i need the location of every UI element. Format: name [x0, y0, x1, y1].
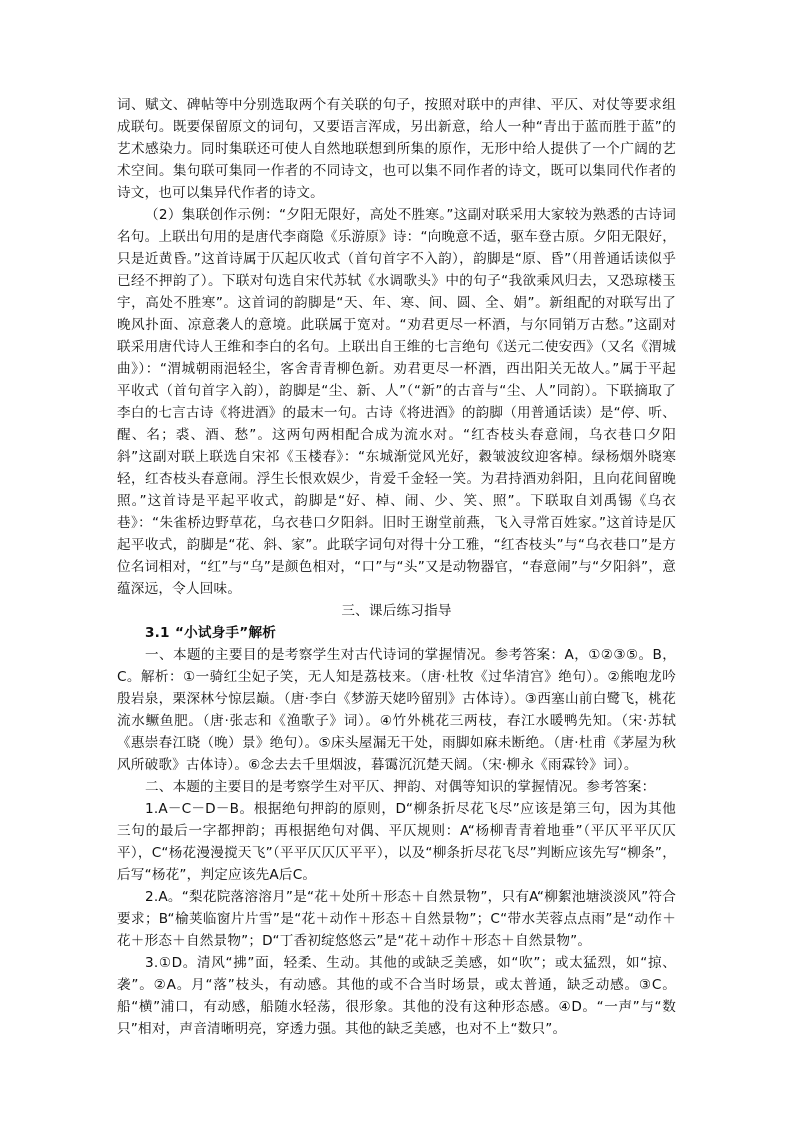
paragraph-answer-2-3: 3.①D。清风“拂”面，轻柔、生动。其他的或缺乏美感，如“吹”；或太猛烈，如“掠、袭”。②A。月“落”枝头，有动感。其他的或不合当时场景，或太普通，缺乏动感。③C。船“横”浦口，有动感，船随水轻荡，很形象。其他的没有这种形态感。④D。“一声”与“数只”相对，声音清晰明亮，穿透力强。其他的缺乏美感，也对不上“数只”。 [117, 955, 676, 1037]
paragraph-answer-2-2: 2.A。“梨花院落溶溶月”是“花＋处所＋形态＋自然景物”，只有A“柳絮池塘淡淡风”符合要求；B“榆荚临窗片片雪”是“花＋动作＋形态＋自然景物”；C“带水芙蓉点点雨”是“动作＋花＋形态＋自然景物”；D“丁香初绽悠悠云”是“花＋动作＋形态＋自然景物”。 [117, 889, 676, 949]
paragraph-answer-2-1: 1.A－C－D－B。根据绝句押韵的原则，D“柳条折尽花飞尽”应该是第三句，因为其他三句的最后一字都押韵；再根据绝句对偶、平仄规则：A“杨柳青青着地垂”（平仄平平仄仄平），C“杨花漫漫搅天飞”（平平仄仄仄平平），以及“柳条折尽花飞尽”判断应该先写“柳条”，后写“杨花”，判定应该先A后C。 [117, 801, 676, 883]
subsection-number: 3.1 [145, 625, 170, 641]
paragraph-intro: 词、赋文、碑帖等中分别选取两个有关联的句子，按照对联中的声律、平仄、对仗等要求组成联句。既要保留原文的词句，又要语言浑成，另出新意，给人一种“青出于蓝而胜于蓝”的艺术感染力。同时集联还可使人自然地联想到所集的原作，无形中给人提供了一个广阔的艺术空间。集句联可集同一作者的不同诗文，也可以集不同作者的诗文，既可以集同代作者的诗文，也可以集异代作者的诗文。 [117, 97, 676, 201]
paragraph-answer-2: 二、本题的主要目的是考察学生对平仄、押韵、对偶等知识的掌握情况。参考答案： [145, 779, 656, 795]
section-heading: 三、课后练习指导 [341, 603, 452, 619]
subsection-heading [117, 622, 676, 644]
paragraph-answer-1: 一、本题的主要目的是考察学生对古代诗词的掌握情况。参考答案：A，①②③⑤。B，C。解析：①一骑红尘妃子笑，无人知是荔枝来。（唐·杜牧《过华清宫》绝句）。②熊咆龙吟殷岩泉，栗深林兮惊层巅。（唐·李白《梦游天姥吟留别》古体诗）。③西塞山前白鹭飞，桃花流水鳜鱼肥。（唐·张志和《渔歌子》词）。④竹外桃花三两枝，春江水暖鸭先知。（宋·苏轼《惠崇春江晓（晚）景》绝句）。⑤床头屋漏无干处，雨脚如麻未断绝。（唐·杜甫《茅屋为秋风所破歌》古体诗）。⑥念去去千里烟波，暮霭沉沉楚天阔。（宋·柳永《雨霖铃》词）。 [117, 647, 676, 773]
paragraph-example: （2）集联创作示例：“夕阳无限好，高处不胜寒。”这副对联采用大家较为熟悉的古诗词名句。上联出句用的是唐代李商隐《乐游原》诗：“向晚意不适，驱车登古原。夕阳无限好，只是近黄昏。”这首诗属于仄起仄收式（首句首字不入韵），韵脚是“原、昏”（用普通话读似乎已经不押韵了）。下联对句选自宋代苏轼《水调歌头》中的句子“我欲乘风归去，又恐琼楼玉宇，高处不胜寒”。这首词的韵脚是“天、年、寒、间、圆、全、娟”。新组配的对联写出了晚风扑面、凉意袭人的意境。此联属于宽对。“劝君更尽一杯酒，与尔同销万古愁。”这副对联采用唐代诗人王维和李白的名句。上联出自王维的七言绝句《送元二使安西》（又名《渭城曲》）：“渭城朝雨浥轻尘，客舍青青柳色新。劝君更尽一杯酒，西出阳关无故人。”属于平起平收式（首句首字入韵），韵脚是“尘、新、人”（“新”的古音与“尘、人”同韵）。下联摘取了李白的七言古诗《将进酒》的最末一句。古诗《将进酒》的韵脚（用普通话读）是“停、听、醒、名；裘、酒、愁”。这两句两相配合成为流水对。“红杏枝头春意闹，乌衣巷口夕阳斜”这副对联上联选自宋祁《玉楼春》：“东城渐觉风光好，縠皱波纹迎客棹。绿杨烟外晓寒轻，红杏枝头春意闹。浮生长恨欢娱少，肯爱千金轻一笑。为君持酒劝斜阳，且向花间留晚照。”这首诗是平起平收式，韵脚是“好、棹、闹、少、笑、照”。下联取自刘禹锡《乌衣巷》：“朱雀桥边野草花，乌衣巷口夕阳斜。旧时王谢堂前燕，飞入寻常百姓家。”这首诗是仄起平收式，韵脚是“花、斜、家”。此联字词句对得十分工雅，“红杏枝头”与“乌衣巷口”是方位名词相对，“红”与“乌”是颜色相对，“口”与“头”又是动物器官，“春意闹”与“夕阳斜”，意蕴深远，令人回味。 [117, 207, 676, 597]
subsection-title: “小试身手”解析 [175, 625, 277, 641]
document-page [117, 94, 676, 1040]
